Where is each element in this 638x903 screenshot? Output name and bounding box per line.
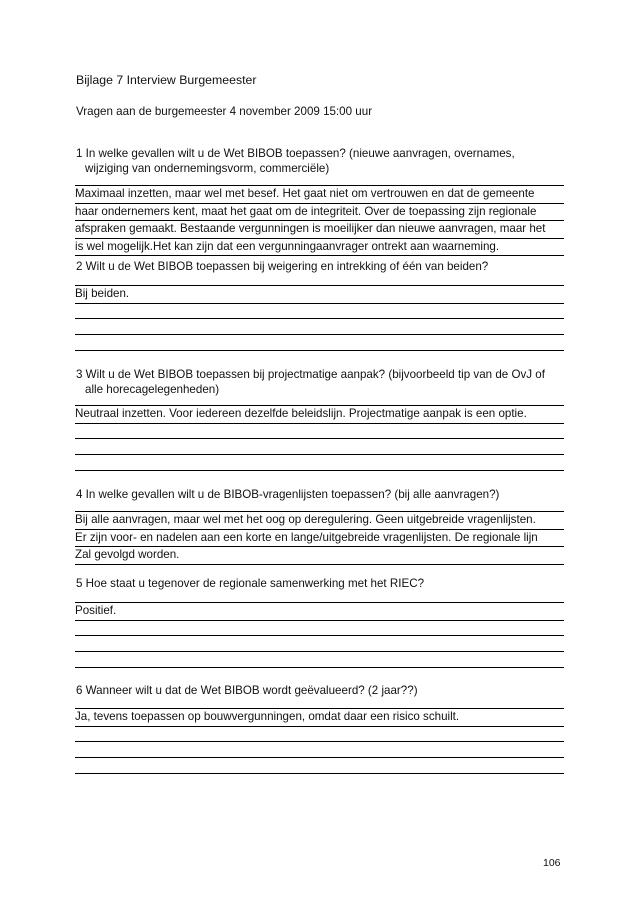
blank-answer-line [75, 635, 564, 636]
answer-1-line-4: is wel mogelijk.Het kan zijn dat een vergunningaanvrager ontrekt aan waarneming. [75, 239, 564, 257]
blank-answer-line [75, 454, 564, 455]
blank-answer-line [75, 470, 564, 471]
blank-answer-line [75, 438, 564, 439]
answer-2-line-1: Bij beiden. [75, 286, 564, 304]
answer-1-line-2: haar ondernemers kent, maat het gaat om de integriteit. Over de toepassing zijn regionale [75, 204, 564, 222]
document-title: Bijlage 7 Interview Burgemeester [76, 73, 257, 87]
answer-5 [75, 603, 564, 621]
answer-5-line-1: Positief. [75, 603, 564, 621]
question-3 [76, 368, 566, 397]
question-1 [76, 147, 546, 176]
question-6: 6 Wanneer wilt u dat de Wet BIBOB wordt geëvalueerd? (2 jaar??) [76, 684, 418, 697]
blank-answer-line [75, 757, 564, 758]
answer-1 [75, 186, 564, 256]
question-3-line-1: 3 Wilt u de Wet BIBOB toepassen bij projectmatige aanpak? (bijvoorbeeld tip van de OvJ of [76, 368, 545, 381]
answer-6 [75, 709, 564, 727]
question-4: 4 In welke gevallen wilt u de BIBOB-vragenlijsten toepassen? (bij alle aanvragen?) [76, 488, 500, 501]
answer-6-line-1: Ja, tevens toepassen op bouwvergunningen, omdat daar een risico schuilt. [75, 709, 564, 727]
question-5: 5 Hoe staat u tegenover de regionale samenwerking met het RIEC? [76, 577, 425, 590]
blank-answer-line [75, 667, 564, 668]
blank-answer-line [75, 651, 564, 652]
blank-answer-line [75, 741, 564, 742]
document-subtitle: Vragen aan de burgemeester 4 november 2009 15:00 uur [76, 105, 373, 118]
answer-4-line-3: Zal gevolgd worden. [75, 547, 564, 565]
question-1-line-1: 1 In welke gevallen wilt u de Wet BIBOB toepassen? (nieuwe aanvragen, overnames, [76, 147, 515, 160]
blank-answer-line [75, 773, 564, 774]
question-1-line-2: wijziging van ondernemingsvorm, commerciële) [85, 161, 330, 175]
blank-answer-line [75, 334, 564, 335]
blank-answer-line [75, 318, 564, 319]
question-2: 2 Wilt u de Wet BIBOB toepassen bij weigering en intrekking of één van beiden? [76, 260, 489, 273]
answer-3-line-1: Neutraal inzetten. Voor iedereen dezelfde beleidslijn. Projectmatige aanpak is een optie. [75, 406, 564, 424]
answer-4-line-1: Bij alle aanvragen, maar wel met het oog op deregulering. Geen uitgebreide vragenlijsten. [75, 512, 564, 530]
answer-3 [75, 406, 564, 424]
answer-4 [75, 512, 564, 565]
answer-1-line-3: afspraken gemaakt. Bestaande vergunningen is moeilijker dan nieuwe aanvragen, maar het [75, 221, 564, 239]
answer-2 [75, 286, 564, 304]
answer-1-line-1: Maximaal inzetten, maar wel met besef. Het gaat niet om vertrouwen en dat de gemeente [75, 186, 564, 204]
blank-answer-line [75, 350, 564, 351]
question-3-line-2: alle horecagelegenheden) [85, 382, 220, 396]
page-number: 106 [543, 857, 561, 869]
answer-4-line-2: Er zijn voor- en nadelen aan een korte en lange/uitgebreide vragenlijsten. De regionale lijn [75, 530, 564, 548]
